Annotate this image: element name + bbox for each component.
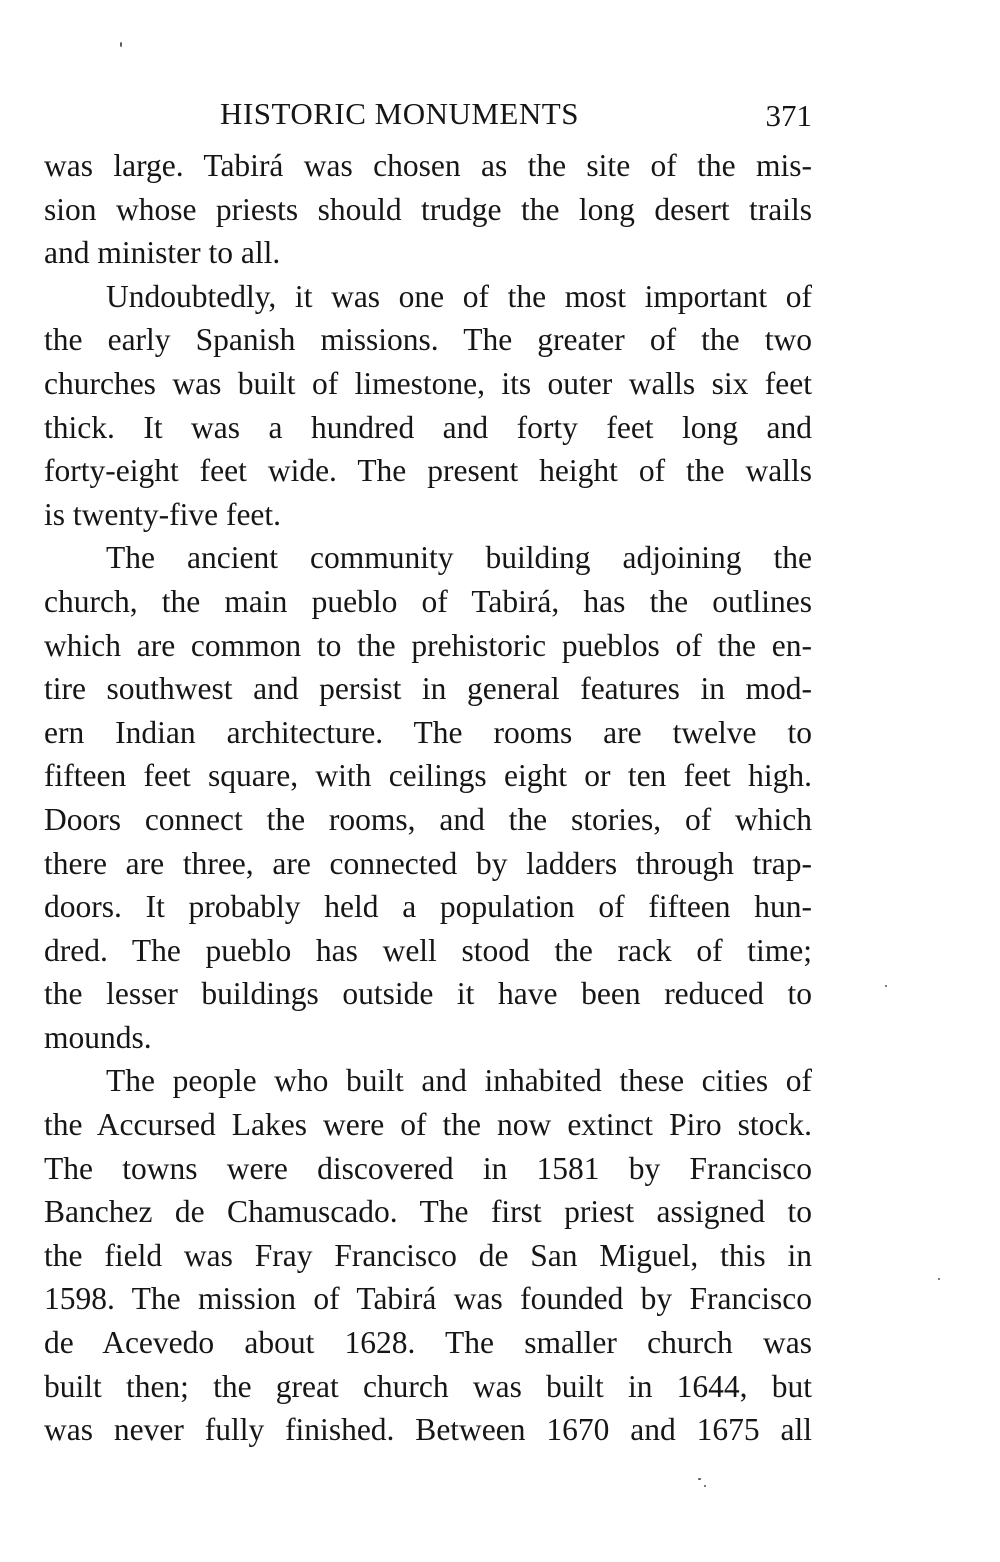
text-line: sion whose priests should trudge the long desert trails [44, 191, 812, 227]
paragraph [44, 275, 812, 537]
page-header [44, 88, 812, 144]
paragraph [44, 144, 812, 275]
text-line: is twenty-five feet. [44, 496, 282, 532]
text-line: was large. Tabirá was chosen as the site of the mis- [44, 148, 812, 183]
paper-speck [120, 42, 122, 47]
text-line: built then; the great church was built in 1644, but [44, 1368, 812, 1404]
book-page [44, 88, 812, 1452]
text-line: forty-eight feet wide. The present height of the walls [44, 453, 812, 489]
paper-speck [885, 985, 887, 987]
text-line: and minister to all. [44, 235, 281, 271]
text-line: thick. It was a hundred and forty feet long and [44, 409, 812, 445]
text-line: churches was built of limestone, its outer walls six feet [44, 365, 812, 401]
text-line: the Accursed Lakes were of the now extinct Piro stock. [44, 1107, 812, 1143]
text-line: Banchez de Chamuscado. The first priest assigned to [44, 1194, 812, 1230]
text-line: 1598. The mission of Tabirá was founded by Francisco [44, 1281, 812, 1317]
paragraph [44, 1059, 812, 1451]
text-line: the early Spanish missions. The greater of the two [44, 322, 812, 358]
text-line: church, the main pueblo of Tabirá, has the outlines [44, 583, 812, 619]
paper-speck [938, 1278, 940, 1280]
paragraph [44, 536, 812, 1059]
text-line: the lesser buildings outside it have been reduced to [44, 976, 812, 1012]
text-line: was never fully finished. Between 1670 and 1675 all [44, 1412, 812, 1448]
text-line: tire southwest and persist in general features in mod- [44, 671, 812, 707]
paper-speck [698, 1478, 701, 1480]
text-line: ern Indian architecture. The rooms are twelve to [44, 714, 812, 750]
text-line: The towns were discovered in 1581 by Francisco [44, 1150, 812, 1186]
running-head: HISTORIC MONUMENTS [220, 96, 579, 131]
text-line: fifteen feet square, with ceilings eight or ten feet high. [44, 758, 812, 794]
text-line: the field was Fray Francisco de San Miguel, this in [44, 1237, 812, 1273]
text-line: The people who built and inhabited these cities of [106, 1063, 812, 1099]
text-line: Undoubtedly, it was one of the most important of [106, 278, 812, 314]
text-line: The ancient community building adjoining the [106, 540, 812, 576]
text-line: which are common to the prehistoric pueblos of the en- [44, 627, 812, 663]
text-line: dred. The pueblo has well stood the rack of time; [44, 932, 812, 968]
text-line: mounds. [44, 1019, 152, 1055]
page-number: 371 [765, 98, 812, 133]
paper-speck [704, 1485, 706, 1487]
text-line: doors. It probably held a population of fifteen hun- [44, 889, 812, 925]
text-line: there are three, are connected by ladders through trap- [44, 845, 812, 881]
text-line: Doors connect the rooms, and the stories, of which [44, 801, 812, 837]
body-text [44, 144, 812, 1452]
text-line: de Acevedo about 1628. The smaller church was [44, 1325, 812, 1361]
